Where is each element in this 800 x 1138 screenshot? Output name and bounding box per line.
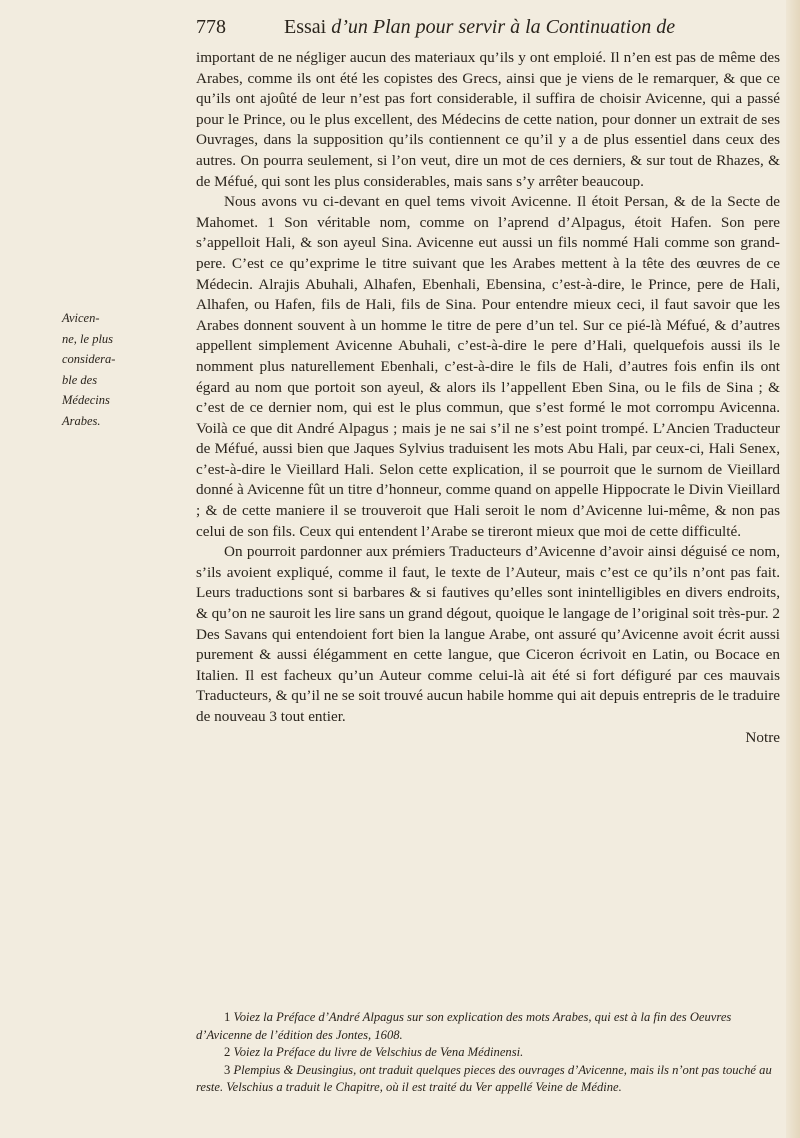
margin-note-line: Avicen- [62, 311, 100, 325]
margin-note-line: considera- [62, 352, 116, 367]
paragraph-continued: important de ne négliger aucun des materiaux qu’ils y ont emploié. Il n’en est pas de même des Arabes, comme ils ont été les copistes des Grecs, ainsi que je viens de le remarquer, & que ce qu’ils ont ajoûté de leur n’est pas fort considerable, il suffira de choisir Avicenne, qui a passé pour le Prince, ou le plus excellent, des Médecins de cette nation, pour donner un extrait de ses Ouvrages, dans la supposition qu’ils contiennent ce qu’il y a de plus essentiel dans ceux des autres. On pourra seulement, si l’on veut, dire un mot de ces derniers, & sur tout de Rhazes, & de Méfué, qui sont les plus considerables, mais sans s’y arrêter beaucoup. [196, 49, 780, 190]
page-number: 778 [196, 16, 226, 38]
footnotes [196, 1009, 780, 1097]
catchword: Notre [745, 728, 780, 746]
footnote [196, 1062, 780, 1097]
page-edge [786, 0, 800, 1138]
margin-note-line: Médecins [62, 393, 110, 408]
footnote [196, 1044, 780, 1062]
margin-note-line: Arabes. [62, 413, 101, 428]
footnote-number: 3 [224, 1062, 231, 1077]
footnote-text: Plempius & Deusingius, ont traduit quelques pieces des ouvrages d’Avicenne, mais ils n’ont pas touché au reste. Velschius a traduit le Chapitre, où il est traité du Ver appellé Veine de Médine. [196, 1062, 772, 1094]
margin-note [62, 308, 136, 432]
running-header [196, 16, 776, 44]
footnote-number: 1 [224, 1010, 231, 1024]
footnote-text: Voiez la Préface du livre de Velschius de Vena Médinensi. [233, 1045, 524, 1059]
paragraph-translators: On pourroit pardonner aux prémiers Traducteurs d’Avicenne d’avoir ainsi déguisé ce nom, s’ils avoient expliqué, comme il faut, le texte de l’Auteur, mais c’est ce qu’ils n’ont pas fait. Leurs traductions sont si barbares & si fautives qu’elles sont inintelligibles en divers endroits, & qu’on ne sauroit les lire sans un grand dégout, quoique le langage de l’original soit très-pur. 2 Des Savans qui entendoient fort bien la langue Arabe, ont assuré qu’Avicenne avoit écrit aussi purement & aussi élégamment en cette langue, que Ciceron écrivoit en Latin, ou Bocace en Italien. Il est facheux qu’un Auteur comme celui-là ait été si fort défiguré par ces mauvais Traducteurs, & qu’il ne se soit trouvé aucun habile homme qui ait depuis entrepris de le traduire de nouveau 3 tout entier. [196, 543, 780, 725]
body-text [196, 48, 780, 748]
running-title-roman: Essai [284, 16, 332, 38]
running-title-italic: d’un Plan pour servir à la Continuation de [331, 16, 676, 38]
footnote-text: Voiez la Préface d’André Alpagus sur son explication des mots Arabes, qui est à la fin des Oeuvres d’Avicenne de l’édition des Jontes, 1608. [196, 1010, 732, 1042]
running-title [284, 16, 675, 39]
margin-note-line: ne, le plus [62, 331, 114, 346]
footnote-number: 2 [224, 1045, 231, 1059]
footnote [196, 1009, 780, 1044]
paragraph-avicenne-name: Nous avons vu ci-devant en quel tems vivoit Avicenne. Il étoit Persan, & de la Secte de Mahomet. 1 Son véritable nom, comme on l’aprend d’Alpagus, étoit Hafen. Son pere s’appelloit Hali, & son ayeul Sina. Avicenne eut aussi un fils nommé Hali comme son grand-pere. C’est ce qu’exprime le titre suivant que les Arabes mettent à la tête des œuvres de ce Médecin. Alrajis Abuhali, Alhafen, Ebenhali, Ebensina, c’est-à-dire, le Prince, pere de Hali, Alhafen, ou Hafen, fils de Hali, fils de Sina. Pour entendre mieux ceci, il faut savoir que les Arabes donnent souvent à un homme le titre de pere d’un tel. Sur ce pié-là Méfué, & d’autres appellent simplement Avicenne Abuhali, c’est-à-dire le pere d’Hali, quelquefois aussi ils le nomment plus naturellement Ebenhali, c’est-à-dire le fils de Hali, d’autres fois enfin ils ont égard au nom que portoit son ayeul, & alors ils l’appellent Eben Sina, ou le fils de Sina ; & c’est de ce dernier nom, qui est le plus commun, que s’est formé le mot corrompu Avicenna. Voilà ce que dit André Alpagus ; mais je ne sai s’il ne s’est point trompé. L’Ancien Traducteur de Méfué, aussi bien que Jaques Sylvius traduisent les mots Abu Hali, par ceux-ci, Hali Senex, c’est-à-dire le Vieillard Hali. Selon cette explication, il se pourroit que le surnom de Vieillard donné à Avicenne fût un titre d’honneur, comme quand on appelle Hippocrate le Divin Vieillard ; & de cette maniere il se trouveroit que Hali seroit le nom d’Avicenne lui-même, & non pas celui de son fils. Ceux qui entendent l’Arabe se tireront mieux que moi de cette difficulté. [196, 193, 780, 540]
margin-note-line: ble des [62, 372, 98, 387]
